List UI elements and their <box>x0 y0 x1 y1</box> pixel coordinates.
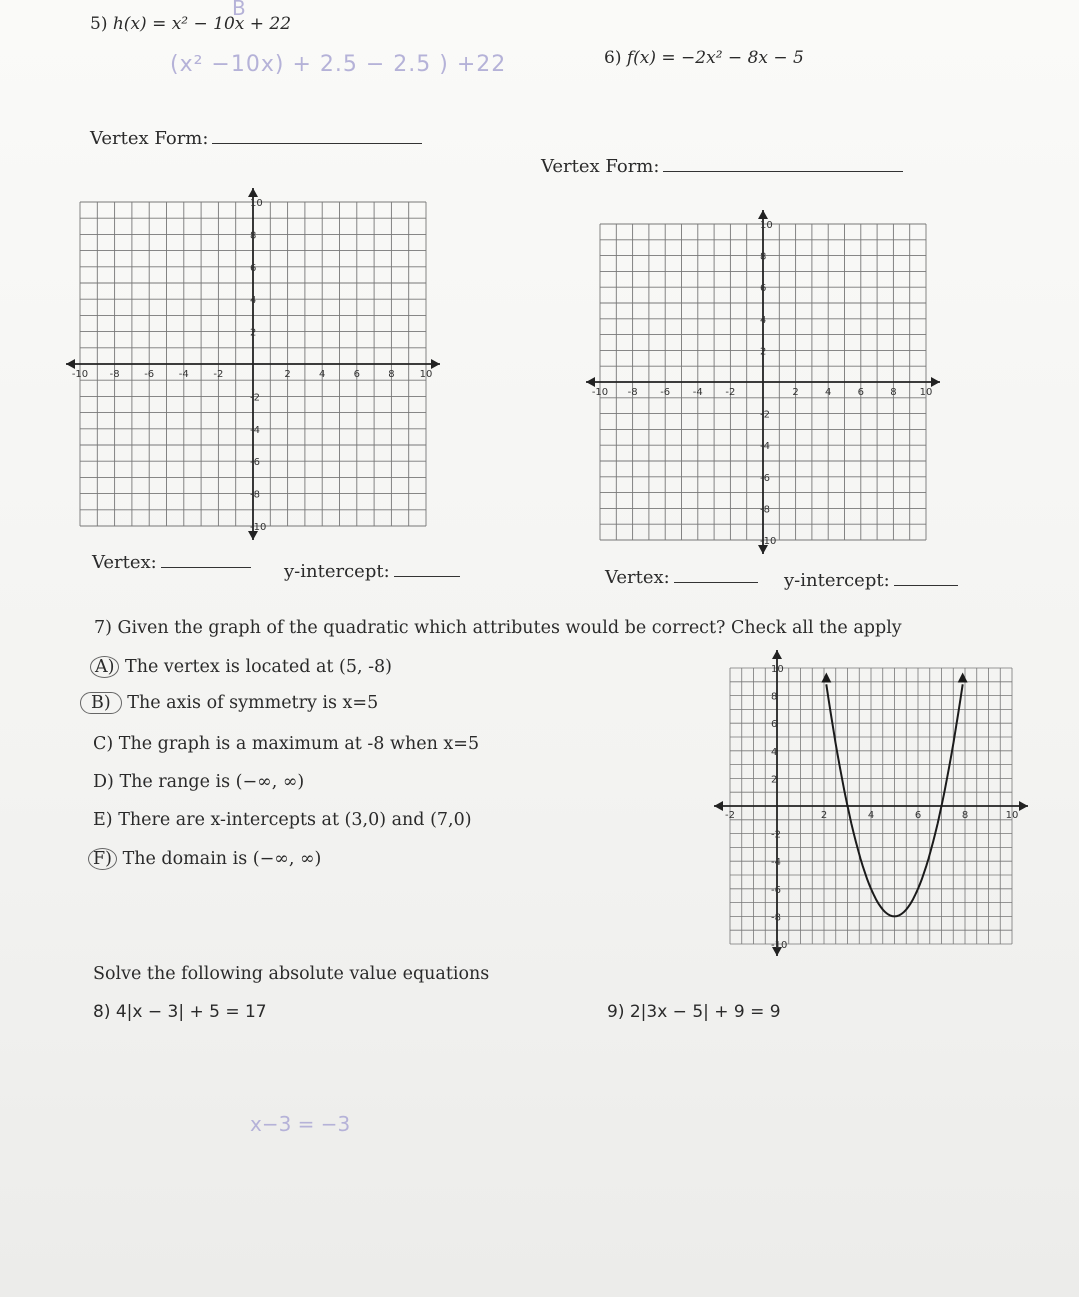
y-tick-label: -10 <box>771 940 788 951</box>
y-tick-label: -2 <box>250 392 260 404</box>
handwritten-letter: B <box>232 0 246 20</box>
y-tick-label: 2 <box>760 346 767 358</box>
choice-b[interactable] <box>80 692 378 714</box>
y-tick-label: 4 <box>250 295 257 307</box>
y-tick-label: -6 <box>771 884 781 896</box>
choice-f[interactable] <box>88 848 321 870</box>
y-tick-label: 6 <box>250 262 257 274</box>
choice-d[interactable] <box>93 772 304 792</box>
x-tick-label: 4 <box>825 387 832 398</box>
x-tick-label: 6 <box>353 369 360 380</box>
y-tick-label: 4 <box>771 746 778 758</box>
x-tick-label: 10 <box>419 369 433 380</box>
y-tick-label: -4 <box>250 424 260 436</box>
x-tick-label: -10 <box>591 387 609 398</box>
problem-5-coordinate-grid <box>64 186 442 542</box>
choice-b-text: The axis of symmetry is x=5 <box>127 693 379 713</box>
x-tick-label: 2 <box>820 810 828 821</box>
choice-d-text: The range is (−∞, ∞) <box>119 772 305 792</box>
problem-7-prompt: 7) Given the graph of the quadratic which attributes would be correct? Check all the apply <box>94 618 902 638</box>
y-tick-label: 10 <box>250 198 263 209</box>
y-tick-label: -2 <box>760 409 770 421</box>
choice-e-text: There are x-intercepts at (3,0) and (7,0) <box>118 810 472 830</box>
absolute-value-section-heading: Solve the following absolute value equations <box>93 964 490 984</box>
problem-6-coordinate-grid <box>584 208 942 556</box>
problem-6-vertex-form-label: Vertex Form: <box>541 156 903 177</box>
choice-a-letter: A) <box>90 656 119 678</box>
x-tick-label: 8 <box>388 369 395 380</box>
x-tick-label: -8 <box>109 369 120 380</box>
x-tick-label: -2 <box>725 387 736 398</box>
choice-b-letter: B) <box>80 692 122 714</box>
problem-5-vertex-form-label: Vertex Form: <box>90 128 422 149</box>
y-tick-label: 8 <box>250 230 257 242</box>
x-tick-label: 6 <box>857 387 864 398</box>
x-tick-label: -4 <box>692 387 703 398</box>
choice-a[interactable] <box>90 656 392 678</box>
x-tick-label: 2 <box>792 387 799 398</box>
y-tick-label: 10 <box>760 220 773 231</box>
y-tick-label: 4 <box>760 314 767 326</box>
x-tick-label: -2 <box>213 369 224 380</box>
problem-7-parabola-graph <box>712 648 1030 958</box>
choice-e-letter: E) <box>93 810 113 830</box>
problem-6-y-intercept-label: y-intercept: <box>784 570 958 591</box>
choice-f-letter: F) <box>88 848 117 870</box>
x-tick-label: -10 <box>71 369 89 380</box>
y-tick-label: -6 <box>760 472 770 484</box>
x-tick-label: -8 <box>627 387 638 398</box>
choice-c[interactable] <box>93 734 479 754</box>
problem-6-vertex-label: Vertex: <box>605 567 758 588</box>
y-tick-label: -4 <box>760 441 770 453</box>
y-tick-label: 8 <box>771 691 778 703</box>
problem-5-y-intercept-label: y-intercept: <box>284 561 460 582</box>
y-tick-label: -10 <box>250 522 267 533</box>
problem-6-number-and-equation: 6) f(x) = −2x² − 8x − 5 <box>604 48 804 68</box>
y-tick-label: -4 <box>771 857 781 869</box>
x-tick-label: -6 <box>144 369 155 380</box>
y-tick-label: -10 <box>760 536 777 547</box>
problem-8-equation: 8) 4|x − 3| + 5 = 17 <box>93 1002 267 1022</box>
x-tick-label: 6 <box>914 810 922 821</box>
x-tick-label: -2 <box>725 810 735 821</box>
y-tick-label: 2 <box>250 327 257 339</box>
choice-e[interactable] <box>93 810 472 830</box>
choice-c-text: The graph is a maximum at -8 when x=5 <box>118 734 480 754</box>
problem-5-vertex-label: Vertex: <box>92 552 251 573</box>
y-tick-label: -8 <box>771 912 781 924</box>
left-arrowhead <box>821 673 831 683</box>
y-tick-label: 6 <box>771 719 778 731</box>
y-tick-label: 10 <box>771 664 784 675</box>
x-tick-label: 10 <box>919 387 933 398</box>
choice-f-text: The domain is (−∞, ∞) <box>122 849 322 869</box>
problem-5-number-and-equation: 5) h(x) = x² − 10x + 22 <box>90 14 292 34</box>
choice-a-text: The vertex is located at (5, -8) <box>125 657 392 677</box>
problem-5-pencil-work: (x² −10x) + 2.5 − 2.5 ) +22 <box>170 52 507 77</box>
x-tick-label: 2 <box>284 369 291 380</box>
x-tick-label: 8 <box>961 810 969 821</box>
y-tick-label: 6 <box>760 283 767 295</box>
right-arrowhead <box>958 673 968 683</box>
y-tick-label: -2 <box>771 829 781 841</box>
x-tick-label: 8 <box>890 387 897 398</box>
x-tick-label: -6 <box>660 387 671 398</box>
x-tick-label: 4 <box>867 810 875 821</box>
y-tick-label: -6 <box>250 457 260 469</box>
problem-8-pencil-work: x−3 = −3 <box>250 1112 351 1136</box>
choice-c-letter: C) <box>93 734 114 754</box>
y-tick-label: -8 <box>250 489 260 501</box>
choice-d-letter: D) <box>93 772 114 792</box>
problem-9-equation: 9) 2|3x − 5| + 9 = 9 <box>607 1002 781 1022</box>
y-tick-label: 2 <box>771 774 778 786</box>
y-tick-label: 8 <box>760 251 767 263</box>
x-tick-label: 10 <box>1005 810 1019 821</box>
y-tick-label: -8 <box>760 504 770 516</box>
x-tick-label: 4 <box>319 369 326 380</box>
x-tick-label: -4 <box>178 369 189 380</box>
